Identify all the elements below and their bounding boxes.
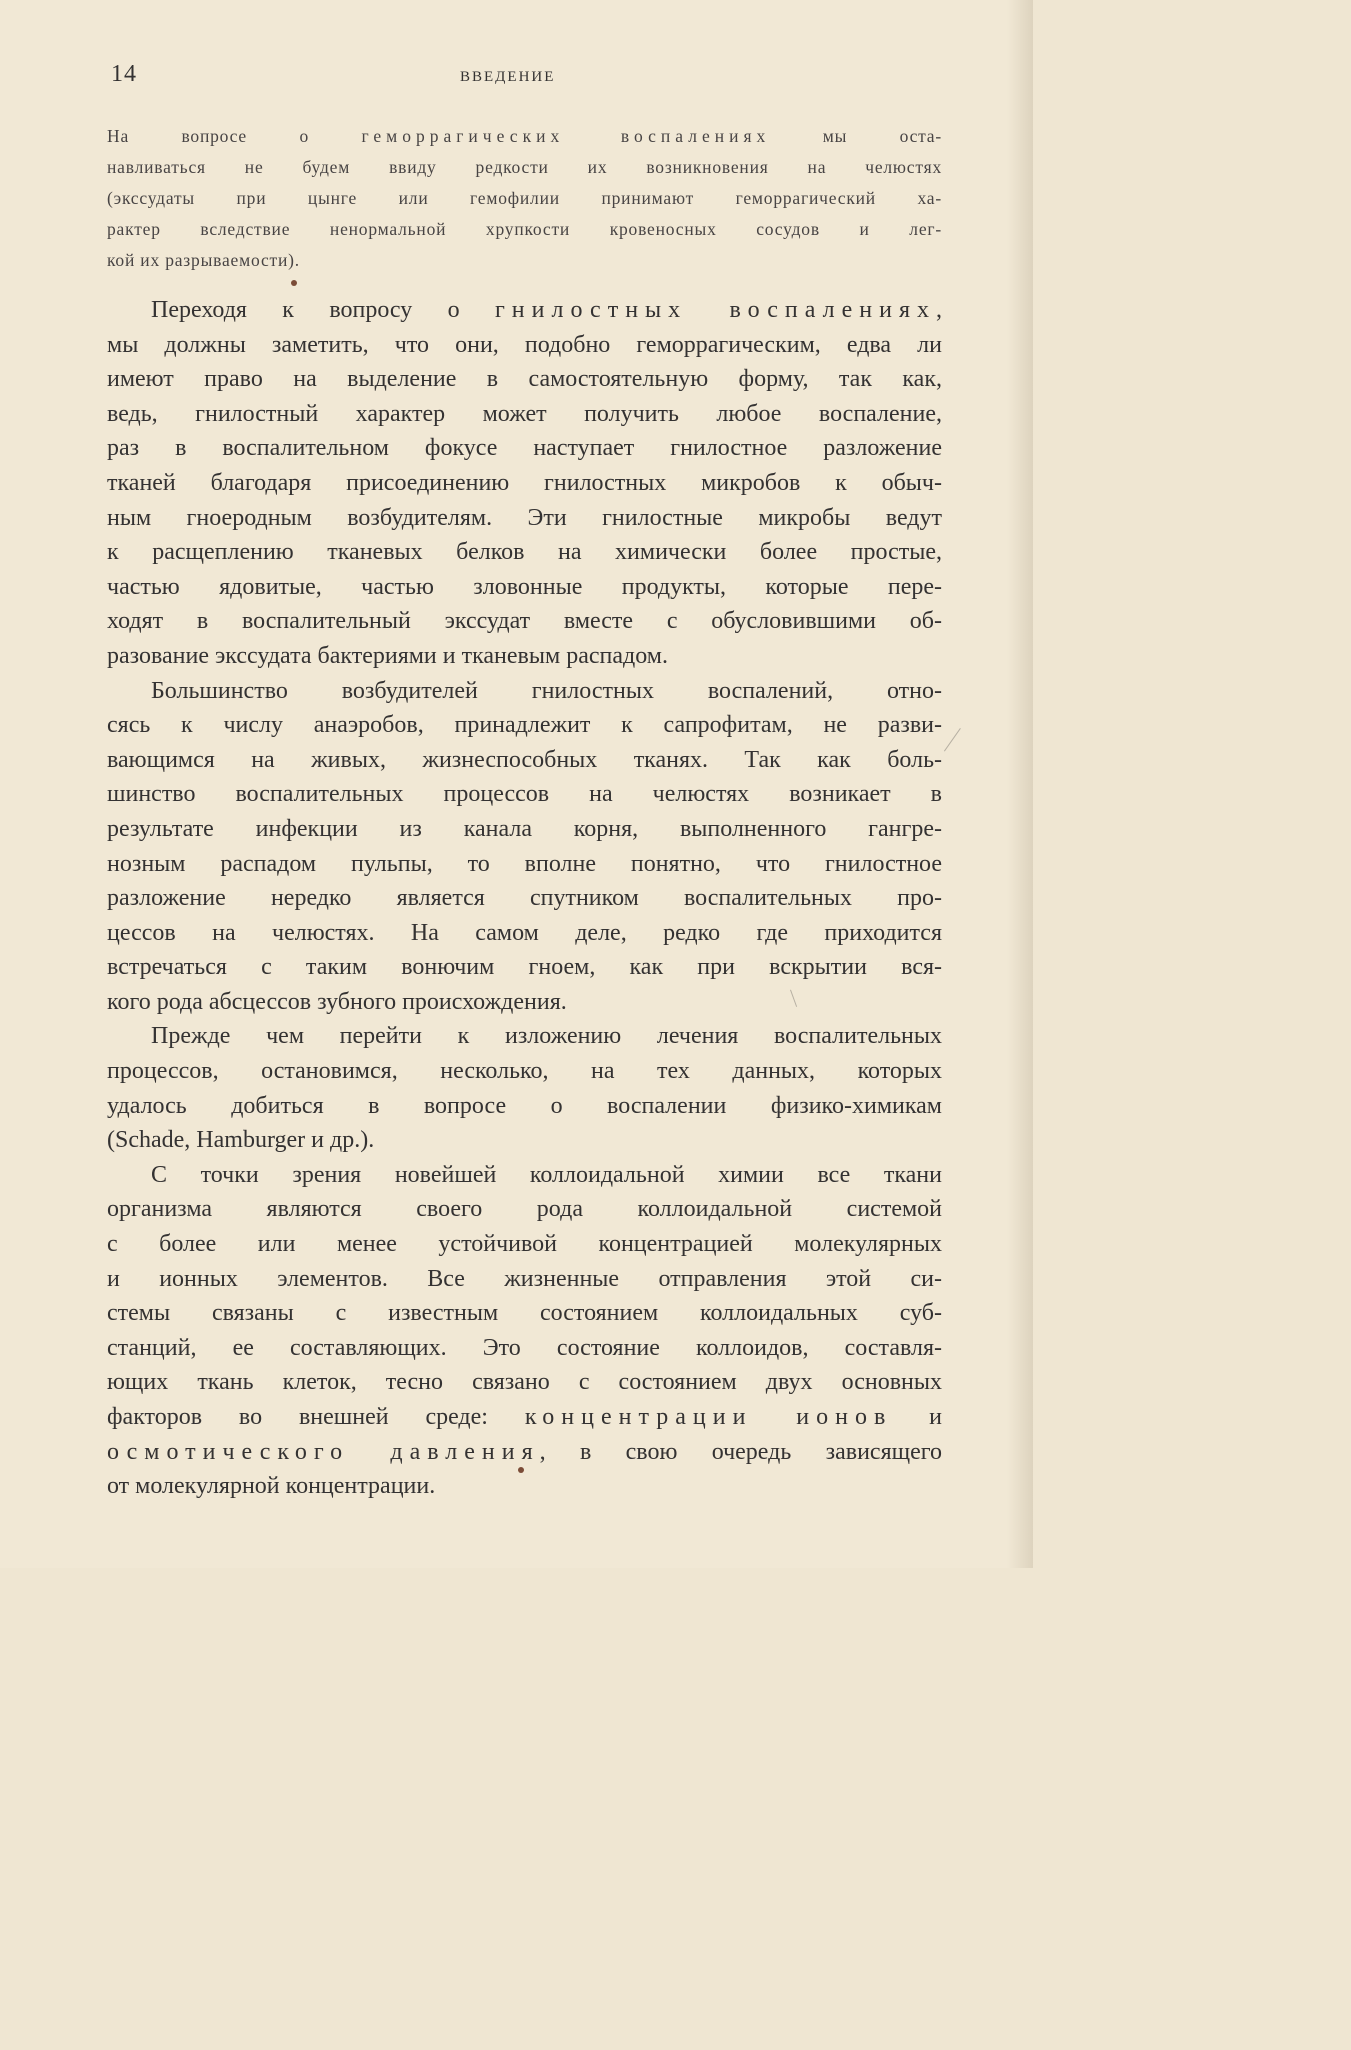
small-text-line: навливаться не будем ввиду редкости их возникновения на челюстях: [107, 157, 942, 177]
main-text-line: ным гноеродным возбудителям. Эти гнилостные микробы ведут: [107, 504, 942, 531]
main-text-line: ющих ткань клеток, тесно связано с состоянием двух основных: [107, 1369, 942, 1396]
ink-spot: [291, 280, 297, 286]
main-text-line: частью ядовитые, частью зловонные продукты, которые пере-: [107, 573, 942, 600]
main-text-line: сясь к числу анаэробов, принадлежит к сапрофитам, не разви-: [107, 712, 942, 739]
main-text-line: раз в воспалительном фокусе наступает гнилостное разложение: [107, 435, 942, 462]
main-text-line: процессов, остановимся, несколько, на тех данных, которых: [107, 1058, 942, 1085]
main-text-line: Переходя к вопросу о гнилостных воспалениях,: [151, 297, 942, 323]
main-text: [107, 293, 942, 1504]
main-text-line: стемы связаны с известным состоянием коллоидальных суб-: [107, 1300, 942, 1327]
small-print-paragraph: [107, 121, 942, 276]
main-text-line: осмотического давления, в свою очередь зависящего: [107, 1438, 942, 1465]
main-text-line: Прежде чем перейти к изложению лечения воспалительных: [151, 1023, 942, 1050]
page-number: 14: [111, 61, 137, 87]
main-text-line: станций, ее составляющих. Это состояние коллоидов, составля-: [107, 1334, 942, 1361]
main-text-line: встречаться с таким вонючим гноем, как при вскрытии вся-: [107, 954, 942, 981]
main-text-line: нозным распадом пульпы, то вполне понятно, что гнилостное: [107, 850, 942, 877]
small-text-line: (экссудаты при цынге или гемофилии принимают геморрагический ха-: [107, 188, 942, 208]
main-text-line: цессов на челюстях. На самом деле, редко где приходится: [107, 919, 942, 946]
main-text-line: имеют право на выделение в самостоятельную форму, так как,: [107, 366, 942, 393]
main-text-line: ведь, гнилостный характер может получить любое воспаление,: [107, 400, 942, 427]
main-text-line: результате инфекции из канала корня, выполненного гангре-: [107, 815, 942, 842]
pencil-mark: [944, 728, 961, 752]
main-text-line: от молекулярной концентрации.: [107, 1473, 436, 1500]
main-text-line: вающимся на живых, жизнеспособных тканях. Так как боль-: [107, 746, 942, 773]
main-text-line: шинство воспалительных процессов на челюстях возникает в: [107, 781, 942, 808]
ink-spot: [518, 1467, 524, 1473]
main-text-line: С точки зрения новейшей коллоидальной химии все ткани: [151, 1161, 942, 1188]
small-text-line: кой их разрываемости).: [107, 250, 300, 270]
main-text-line: мы должны заметить, что они, подобно геморрагическим, едва ли: [107, 331, 942, 358]
main-text-line: разование экссудата бактериями и тканевым распадом.: [107, 642, 668, 669]
main-text-line: тканей благодаря присоединению гнилостных микробов к обыч-: [107, 469, 942, 496]
main-text-line: к расщеплению тканевых белков на химически более простые,: [107, 539, 942, 566]
main-text-line: Большинство возбудителей гнилостных воспалений, отно-: [151, 677, 942, 704]
main-text-line: кого рода абсцессов зубного происхождения.: [107, 988, 567, 1015]
running-title: ВВЕДЕНИЕ: [460, 69, 556, 85]
main-text-line: организма являются своего рода коллоидальной системой: [107, 1196, 942, 1223]
main-text-line: факторов во внешней среде: концентрации ионов и: [107, 1404, 942, 1430]
main-text-line: (Schade, Hamburger и др.).: [107, 1127, 375, 1154]
main-text-line: и ионных элементов. Все жизненные отправления этой си-: [107, 1265, 942, 1292]
page-edge-shadow: [1007, 0, 1033, 1568]
main-text-line: разложение нередко является спутником воспалительных про-: [107, 885, 942, 912]
small-text-line: На вопросе о геморрагических воспалениях мы оста-: [107, 126, 943, 146]
main-text-line: с более или менее устойчивой концентрацией молекулярных: [107, 1231, 942, 1258]
main-text-line: ходят в воспалительный экссудат вместе с обусловившими об-: [107, 608, 942, 635]
small-text-line: рактер вследствие ненормальной хрупкости кровеносных сосудов и лег-: [107, 219, 942, 239]
main-text-line: удалось добиться в вопросе о воспалении физико-химикам: [107, 1092, 942, 1119]
